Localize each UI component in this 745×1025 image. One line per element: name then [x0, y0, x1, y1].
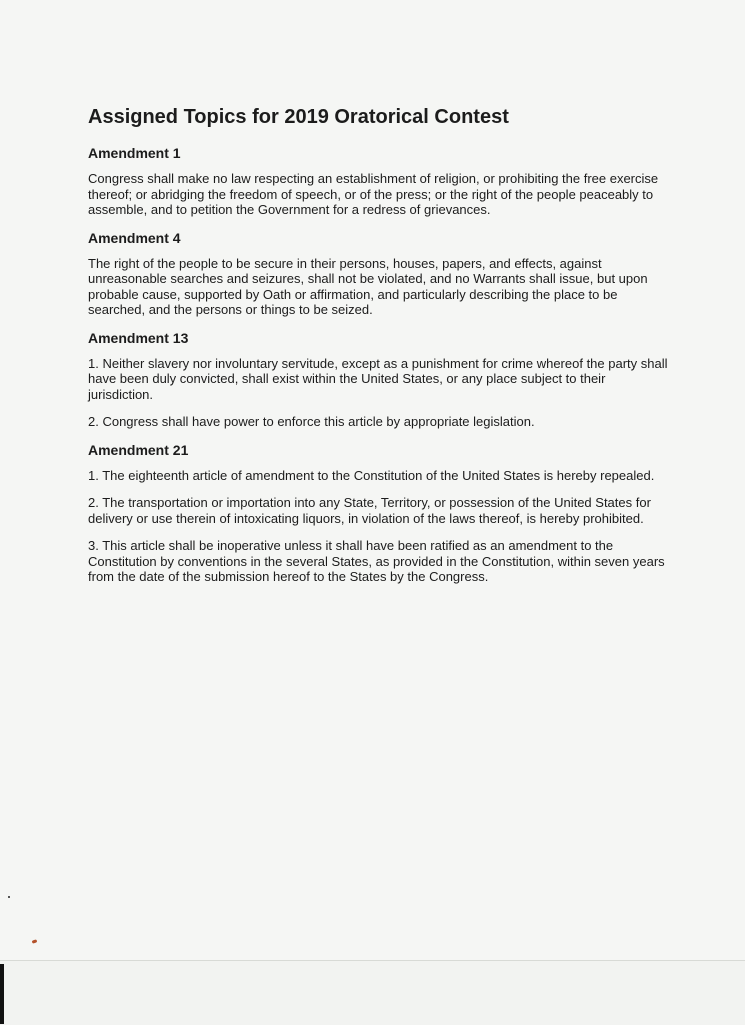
section-paragraph: 2. The transportation or importation into any State, Territory, or possession of the United States for delivery or use therein of intoxicating liquors, in violation of the laws thereof, is hereby prohibited.: [88, 495, 651, 526]
section-heading: Amendment 21: [88, 441, 189, 458]
section-paragraph: The right of the people to be secure in their persons, houses, papers, and effects, against unreasonable searches and seizures, shall not be violated, and no Warrants shall issue, but upon probable cause, supported by Oath or affirmation, and particularly describing the place to be searched, and the persons or things to be seized.: [88, 255, 648, 317]
section-heading: Amendment 4: [88, 229, 181, 246]
section-amendment-1: [88, 145, 668, 218]
section-paragraph: 2. Congress shall have power to enforce this article by appropriate legislation.: [88, 414, 535, 429]
scan-bottom-margin: [0, 960, 745, 1025]
section-paragraph: Congress shall make no law respecting an establishment of religion, or prohibiting the free exercise thereof; or abridging the freedom of speech, or of the press; or the right of the people peaceably to assemble, and to petition the Government for a redress of grievances.: [88, 171, 659, 217]
section-heading: Amendment 13: [88, 329, 189, 346]
section-paragraph: 1. The eighteenth article of amendment to the Constitution of the United States is hereby repealed.: [88, 467, 655, 483]
section-amendment-21: [88, 442, 668, 585]
document-title: Assigned Topics for 2019 Oratorical Contest: [88, 106, 509, 128]
scan-edge-shadow: [0, 964, 4, 1024]
section-paragraph: 1. Neither slavery nor involuntary servitude, except as a punishment for crime whereof the party shall have been duly convicted, shall exist within the United States, or any place subject to their jurisdiction.: [88, 355, 668, 402]
section-amendment-13: [88, 330, 668, 430]
section-heading: Amendment 1: [88, 145, 181, 161]
document-body: [88, 106, 668, 597]
section-amendment-4: [88, 230, 668, 318]
section-paragraph: 3. This article shall be inoperative unless it shall have been ratified as an amendment to the Constitution by conventions in the several States, as provided in the Constitution, within seven years from the date of the submission hereof to the States by the Congress.: [88, 538, 665, 584]
scan-speck: [8, 896, 10, 898]
